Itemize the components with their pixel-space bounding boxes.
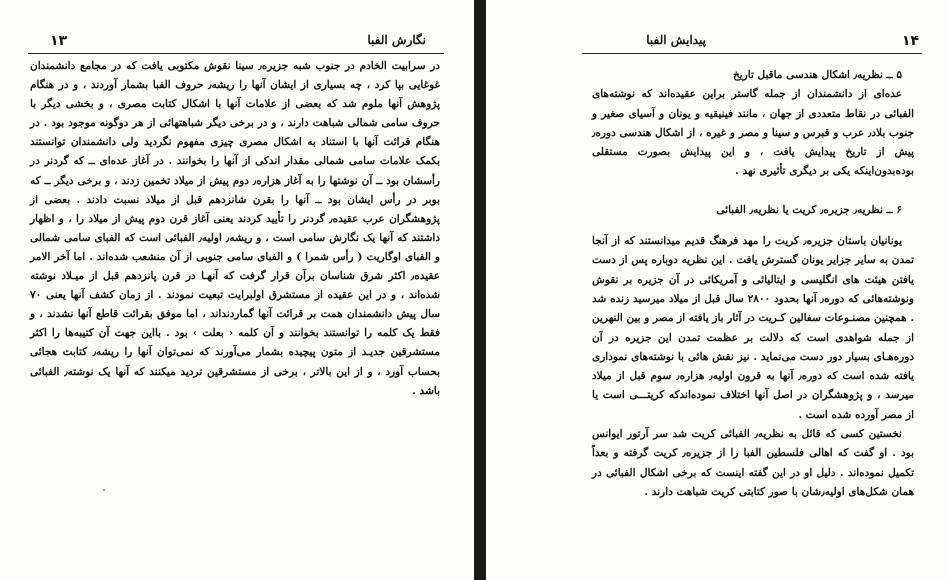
- section6-text-2: نخستین کسی که قائل به نظریه٫ الفبائی کریت شد سر آرتور ایوانس بود . او گفت که اهالی فلسطین الفبا را از جزیره٫ کریت گرفته و بعداً تکمیل نموده‌اند . دلیل او در این گفته اینست که برخی اشکال الفبائی در همان شکل‌های اولیه٫شان با صور کتابتی کریت شباهت دارند .: [592, 428, 915, 498]
- right-page-header-title: پیدایش الفبا: [646, 33, 706, 47]
- right-page-number: ۱۴: [901, 33, 919, 49]
- section-gap: [592, 182, 914, 201]
- section5-heading: ۵ ــ نظریه٫ اشکال هندسی ماقبل تاریخ: [732, 69, 902, 81]
- right-header-rule: [582, 53, 922, 54]
- page-speck: [103, 489, 105, 491]
- left-page-paragraph: در سرابیت الخادم در جنوب شبه جزیره٫ سینا نقوش مکتوبی یافت که در مجامع دانشمندان غوغایی بپا کرد ، چه بسیاری از ایشان آنها را ریشه٫ حروف الفبا بشمار آوردند ، و در هنگام پژوهش آنها ملوم شد که بعضی از علامات آنها با اشکال کتابت مصری ، و بخشی دیگر با حروف سامی شمالی شباهت دارند ، و در برخی دیگر شباهتهائی از هر دوگونه موجود بود . در هنگام قرائت آنها با استناد به اشکال مصری چیزی مفهوم نگردید ولی دانشمندان توانستند بکمک علامات سامی شمالی مقدار اندکی از آنها را بخوانند . در آغاز عده‌ای ــ که گردنر در رأسشان بود ــ آن نوشتها را به آغاز هزاره٫ دوم پیش از میلاد تخمین زدند ، و برخی دیگر ــ که بوبر در رأس ایشان بود ــ آنها را بقرن شانزدهم قبل از میلاد نسبت دادند . بعضی از پژوهشگران عرب عقیده٫ گردنر را تأیید کردند یعنی آغاز قرن دوم پیش از میلاد را ، و اظهار داشتند که آنها یک نگارش سامی است ، و ریشه٫ اولیه٫ الفبائی است که الفبای سامی شمالی و الفبای اوگاریت ( رأس شمرا ) و الفبای سامی جنوبی از آن منشعب شده‌اند . اما آخر الامر عقیده٫ اکثر شرق شناسان برآن قرار گرفت که آنهـا در قرن پانزدهم قبل از میـلاد نوشته شده‌اند ، و در این عقیده از مستشرق اولبرایت تبعیت نمودند . از زمان کشف آنها یعنی ۷۰ سال پیش دانشمندان همت بر قرائت آنها گماردند‌اند ، اما موفق بقرائت قاطع آنها نشدند ، و فقط یک کلمه را توانستند بخوانند و آن کلمه ‹ بعلت › بود . بااین جهت آن کتیبه‌ها را اکثر مستشرقین جدیـد از متون پیچیده بشمار می‌آورند که نمی‌توان آنها را ریشه٫ کتابت هجائی بحساب آورد ، و از این بالاتر ، برخی از مستشرقین تردید میکنند که آنها یک نوشته٫ الفبائی باشد .: [30, 60, 440, 397]
- left-page-number: ۱۳: [50, 33, 68, 49]
- heading-gap: [592, 220, 914, 232]
- section6-text-1: یونانیان باستان جزیره٫ کریت را مهد فرهنگ قدیم میدانستند که از آنجا تمدن به سایر جزایر یونان گسترش یافت . این نظریه دوباره پس از دست یافتن هیئت های انگلیسی و ایتالیائی و آمریکائی در آن جزیره بر نقوش ونوشته‌هائی که دوره٫ آنها بحدود ۲۸۰۰ سال قبل از میلاد میرسید زنده شد . همچنین مصنـوعات سفالین کـریت در آثار باز یافته از مصر و بین النهرین از جمله شواهدی است که دلالت بر عظمت تمدن این جزیره در آن دوره‌هـای بسیار دور دست می‌نماید . نیز نقش هائی با نوشته‌های نموداری یافته شده است که دوره٫ آنها به قرون اولیه٫ هزاره٫ سوم قبل از میلاد میرسد ، و پژوهشگران در اصل آنها اختلاف نموده‌اندکه کریتـــی است یا از مصر آورده شده است .: [592, 235, 914, 421]
- section5-text: عده‌ای از دانشمندان از جمله گاستر براین عقیده‌اند که نوشته‌های الفبائی در نقاط متعددی از جهان ، مانند فینیقیه و یونان و آسیای صغیر و جنوب بلاد٫ عرب و قبرس و سینا و مصر و غیره ، از اشکال هندسی دوره٫ پیش از تاریخ پیدایش یافت ، و این پیدایش بصورت مستقلی بوده‌بدون‌اینکه یکی بر دیگری تأثیری نهد .: [592, 88, 914, 178]
- right-page-body: [592, 66, 914, 502]
- left-page-header-title: نگارش الفبا: [367, 33, 426, 47]
- book-gutter: [474, 0, 486, 580]
- left-header-rule: [28, 53, 444, 54]
- left-page: [0, 0, 474, 580]
- section6-heading: ۶ ــ نظریه٫ جزیره٫ کریت یا نظریه٫ الفبائی: [716, 203, 902, 216]
- left-page-body: [30, 57, 440, 401]
